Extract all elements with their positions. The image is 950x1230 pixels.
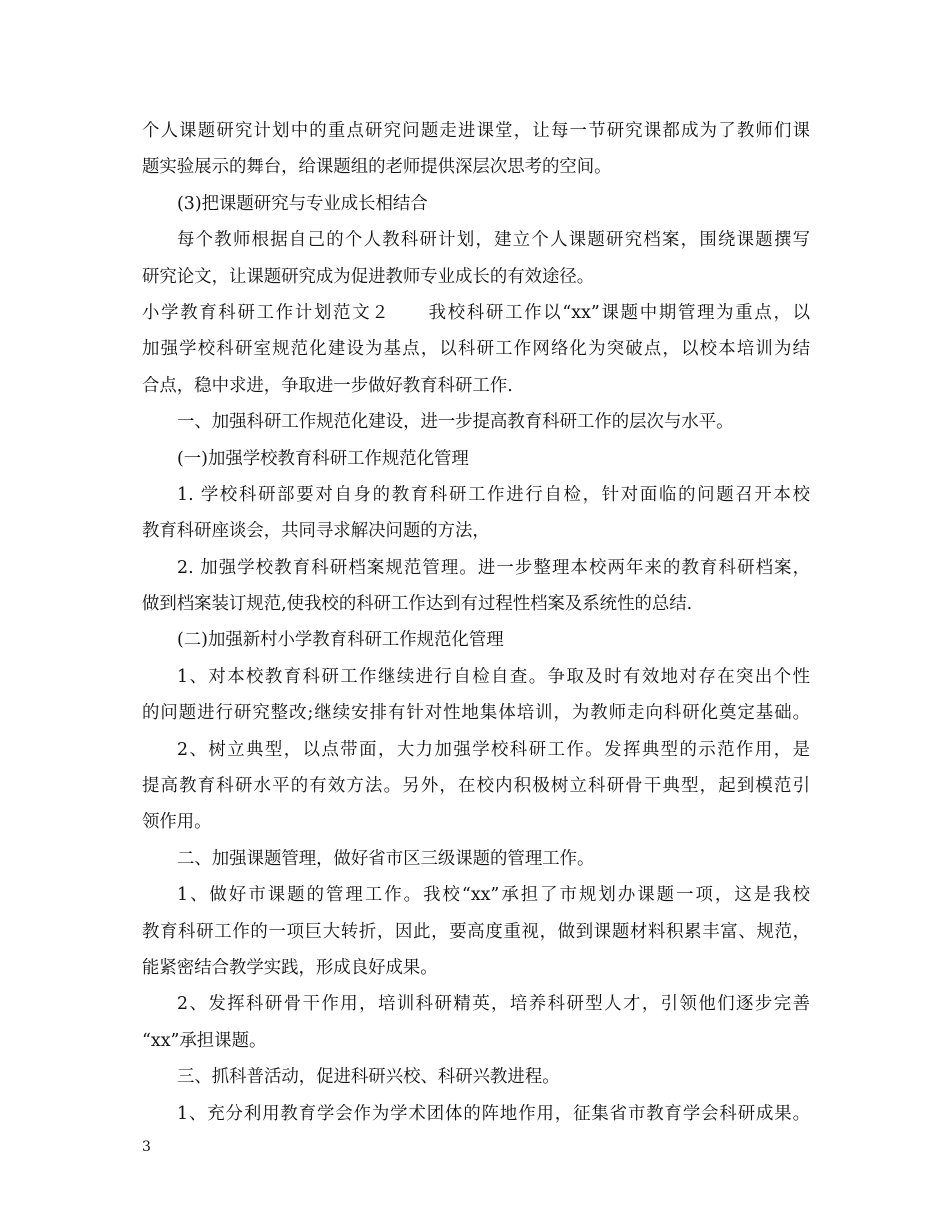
text-line: 一、加强科研工作规范化建设，进一步提高教育科研工作的层次与水平。	[177, 412, 734, 433]
text-line: 1. 学校科研部要对自身的教育科研工作进行自检，针对面临的问题召开本校	[177, 484, 810, 505]
text-line: 1、对本校教育科研工作继续进行自检自查。争取及时有效地对存在突出个性	[177, 666, 810, 687]
text-line: 提高教育科研水平的有效方法。另外，在校内积极树立科研骨干典型，起到模范引	[142, 776, 810, 797]
text-line: 1、做好市课题的管理工作。我校“xx”承担了市规划办课题一项，这是我校	[177, 885, 810, 906]
text-line: 题实验展示的舞台，给课题组的老师提供深层次思考的空间。	[142, 157, 612, 178]
text-line: “xx”承担课题。	[142, 1030, 267, 1051]
text-line: 1、充分利用教育学会作为学术团体的阵地作用，征集省市教育学会科研成果。	[177, 1103, 810, 1124]
text-line: 合点，稳中求进，争取进一步做好教育科研工作.	[142, 375, 513, 396]
text-line: 做到档案装订规范,使我校的科研工作达到有过程性档案及系统性的总结.	[142, 594, 693, 615]
text-line: (二)加强新村小学教育科研工作规范化管理	[177, 630, 504, 651]
text-line: 小学教育科研工作计划范文２ 我校科研工作以“xx”课题中期管理为重点，以	[142, 302, 810, 323]
text-line: (3)把课题研究与专业成长相结合	[177, 193, 428, 214]
text-line: 2、发挥科研骨干作用，培训科研精英，培养科研型人才，引领他们逐步完善	[177, 994, 810, 1015]
text-line: 的问题进行研究整改;继续安排有针对性地集体培训，为教师走向科研化奠定基础。	[142, 703, 810, 724]
text-line: 研究论文，让课题研究成为促进教师专业成长的有效途径。	[142, 266, 595, 287]
text-line: 2. 加强学校教育科研档案规范管理。进一步整理本校两年来的教育科研档案，	[177, 557, 810, 578]
text-line: 领作用。	[142, 812, 212, 833]
text-line: 每个教师根据自己的个人教科研计划，建立个人课题研究档案，围绕课题撰写	[177, 230, 810, 251]
text-line: 三、抓科普活动，促进科研兴校、科研兴教进程。	[177, 1067, 560, 1088]
text-line: 2、树立典型，以点带面，大力加强学校科研工作。发挥典型的示范作用，是	[177, 739, 810, 760]
text-line: 能紧密结合教学实践，形成良好成果。	[142, 957, 438, 978]
text-line: 二、加强课题管理，做好省市区三级课题的管理工作。	[177, 848, 595, 869]
text-line: 教育科研工作的一项巨大转折，因此，要高度重视，做到课题材料积累丰富、规范，	[142, 921, 810, 942]
page-number: 3	[142, 1139, 151, 1155]
text-line: 教育科研座谈会，共同寻求解决问题的方法，	[142, 521, 490, 542]
text-line: 加强学校科研室规范化建设为基点，以科研工作网络化为突破点，以校本培训为结	[142, 339, 810, 360]
text-line: (一)加强学校教育科研工作规范化管理	[177, 448, 469, 469]
document-body	[142, 113, 810, 1132]
text-line: 个人课题研究计划中的重点研究问题走进课堂，让每一节研究课都成为了教师们课	[142, 121, 810, 141]
